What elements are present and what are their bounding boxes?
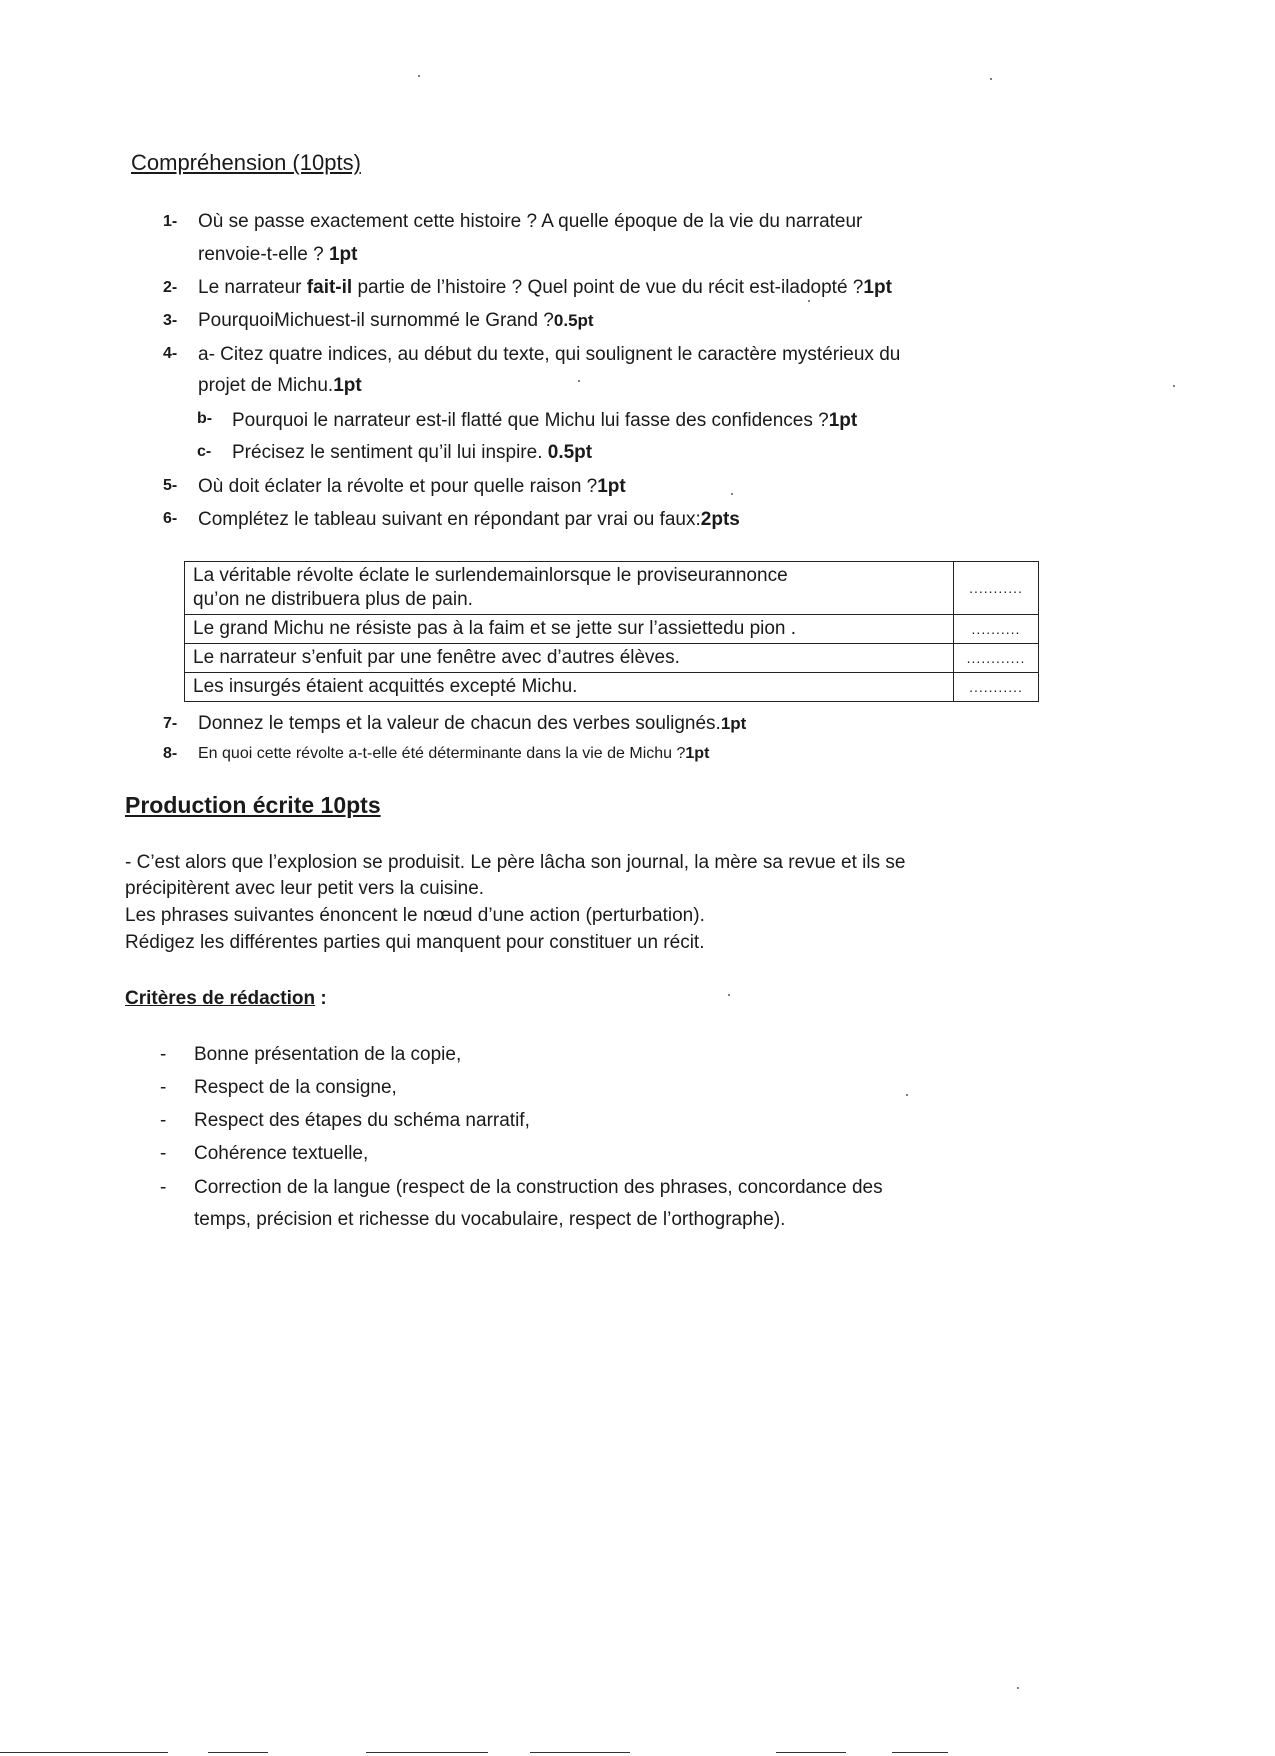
bullet: - <box>160 1143 167 1164</box>
question-number: 8- <box>163 745 178 762</box>
table-row <box>185 562 1039 615</box>
question-5 <box>198 476 626 498</box>
question-2-text-bold: fait-il <box>306 277 353 298</box>
bullet: - <box>160 1077 167 1098</box>
question-points: 0.5pt <box>547 442 593 463</box>
bottom-rule <box>530 1752 630 1753</box>
statement-line: Le narrateur s’enfuit par une fenêtre avec d’autres élèves. <box>193 647 680 668</box>
statement-line: Le grand Michu ne résiste pas à la faim et se jette sur l’assiettedu pion . <box>193 618 797 639</box>
statement-line: Les insurgés étaient acquittés excepté Michu. <box>193 676 578 697</box>
statement-line: La véritable révolte éclate le surlendemainlorsque le proviseurannonce <box>193 565 788 586</box>
scan-speck <box>906 1094 908 1096</box>
question-8 <box>198 745 709 763</box>
criteria-item: Bonne présentation de la copie, <box>194 1044 462 1065</box>
scan-speck <box>990 78 992 80</box>
question-number: 2- <box>163 279 178 296</box>
question-4-line-2 <box>198 375 362 397</box>
question-4b <box>232 410 857 432</box>
scan-speck <box>731 493 733 495</box>
scan-speck <box>418 75 420 77</box>
question-number: 3- <box>163 312 178 329</box>
question-number: 1- <box>163 213 178 230</box>
criteria-item: Correction de la langue (respect de la construction des phrases, concordance des <box>194 1177 883 1198</box>
question-3-text: PourquoiMichuest-il surnommé le Grand ? <box>198 310 554 331</box>
comprehension-title: Compréhension (10pts) <box>131 150 361 175</box>
question-4-text: projet de Michu. <box>198 375 334 396</box>
scan-speck <box>728 994 730 996</box>
question-number: c- <box>197 443 212 460</box>
question-4-line-1: a- Citez quatre indices, au début du texte, qui soulignent le caractère mystérieux du <box>198 344 901 365</box>
question-1-line-1: Où se passe exactement cette histoire ? A quelle époque de la vie du narrateur <box>198 211 863 232</box>
bullet: - <box>160 1177 167 1198</box>
question-7 <box>198 713 746 735</box>
question-points: 1pt <box>328 244 358 265</box>
question-8-text: En quoi cette révolte a-t-elle été déterminante dans la vie de Michu ? <box>198 745 686 762</box>
bottom-rule <box>366 1752 488 1753</box>
criteria-title <box>125 988 327 1010</box>
question-4c <box>232 442 592 464</box>
criteria-item-continued: temps, précision et richesse du vocabulaire, respect de l’orthographe). <box>194 1209 786 1230</box>
scan-speck <box>578 380 580 382</box>
scan-speck <box>1017 1687 1019 1689</box>
question-7-text: Donnez le temps et la valeur de chacun des verbes soulignés. <box>198 713 721 734</box>
question-4b-text: Pourquoi le narrateur est-il flatté que Michu lui fasse des confidences ? <box>232 410 829 431</box>
table-row <box>185 673 1039 702</box>
criteria-item: Respect des étapes du schéma narratif, <box>194 1110 530 1131</box>
question-number: 7- <box>163 715 178 732</box>
table-statement <box>185 673 954 702</box>
table-row <box>185 615 1039 644</box>
production-paragraph-line: Les phrases suivantes énoncent le nœud d’une action (perturbation). <box>125 905 705 926</box>
production-paragraph-line: précipitèrent avec leur petit vers la cuisine. <box>125 878 485 899</box>
question-6-text: Complétez le tableau suivant en répondant par vrai ou faux: <box>198 509 701 530</box>
bottom-rule <box>892 1752 948 1753</box>
question-number: b- <box>197 410 213 427</box>
question-points: 1pt <box>333 375 362 396</box>
table-statement <box>185 562 954 615</box>
bottom-rule <box>208 1752 268 1753</box>
bullet: - <box>160 1110 167 1131</box>
question-number: 6- <box>163 510 178 527</box>
question-points: 0.5pt <box>553 311 594 330</box>
table-statement <box>185 644 954 673</box>
question-points: 1pt <box>685 745 710 762</box>
production-paragraph-line: - C’est alors que l’explosion se produisit. Le père lâcha son journal, la mère sa revue et ils se <box>125 852 906 873</box>
true-false-table <box>184 561 1039 702</box>
question-2-text-a: Le narrateur <box>198 277 307 298</box>
question-number: 5- <box>163 477 178 494</box>
bottom-rule <box>776 1752 846 1753</box>
criteria-item: Cohérence textuelle, <box>194 1143 369 1164</box>
answer-blank[interactable]: ........... <box>954 562 1039 615</box>
question-3 <box>198 310 594 332</box>
question-points: 1pt <box>863 277 892 298</box>
question-points: 1pt <box>720 714 747 733</box>
question-points: 2pts <box>700 509 740 530</box>
question-4c-text: Précisez le sentiment qu’il lui inspire. <box>232 442 543 463</box>
question-1-text: renvoie-t-elle ? <box>198 244 324 265</box>
question-1-line-2 <box>198 244 357 266</box>
answer-blank[interactable]: ............ <box>954 644 1039 673</box>
question-2 <box>198 277 892 299</box>
statement-line: qu’on ne distribuera plus de pain. <box>193 589 473 610</box>
table-statement <box>185 615 954 644</box>
bullet: - <box>160 1044 167 1065</box>
scan-speck <box>808 300 810 302</box>
question-6 <box>198 509 740 531</box>
scan-speck <box>1173 385 1175 387</box>
criteria-title-text: Critères de rédaction <box>125 988 316 1009</box>
criteria-item: Respect de la consigne, <box>194 1077 397 1098</box>
criteria-colon: : <box>315 988 327 1009</box>
question-5-text: Où doit éclater la révolte et pour quelle raison ? <box>198 476 598 497</box>
question-2-text-b: partie de l’histoire ? Quel point de vue du récit est-iladopté ? <box>352 277 864 298</box>
question-points: 1pt <box>597 476 626 497</box>
answer-blank[interactable]: .......... <box>954 615 1039 644</box>
question-points: 1pt <box>828 410 858 431</box>
production-paragraph-line: Rédigez les différentes parties qui manquent pour constituer un récit. <box>125 932 705 953</box>
table-row <box>185 644 1039 673</box>
answer-blank[interactable]: ........... <box>954 673 1039 702</box>
bottom-rule <box>0 1752 168 1753</box>
production-title: Production écrite 10pts <box>125 792 381 818</box>
question-number: 4- <box>163 345 178 362</box>
